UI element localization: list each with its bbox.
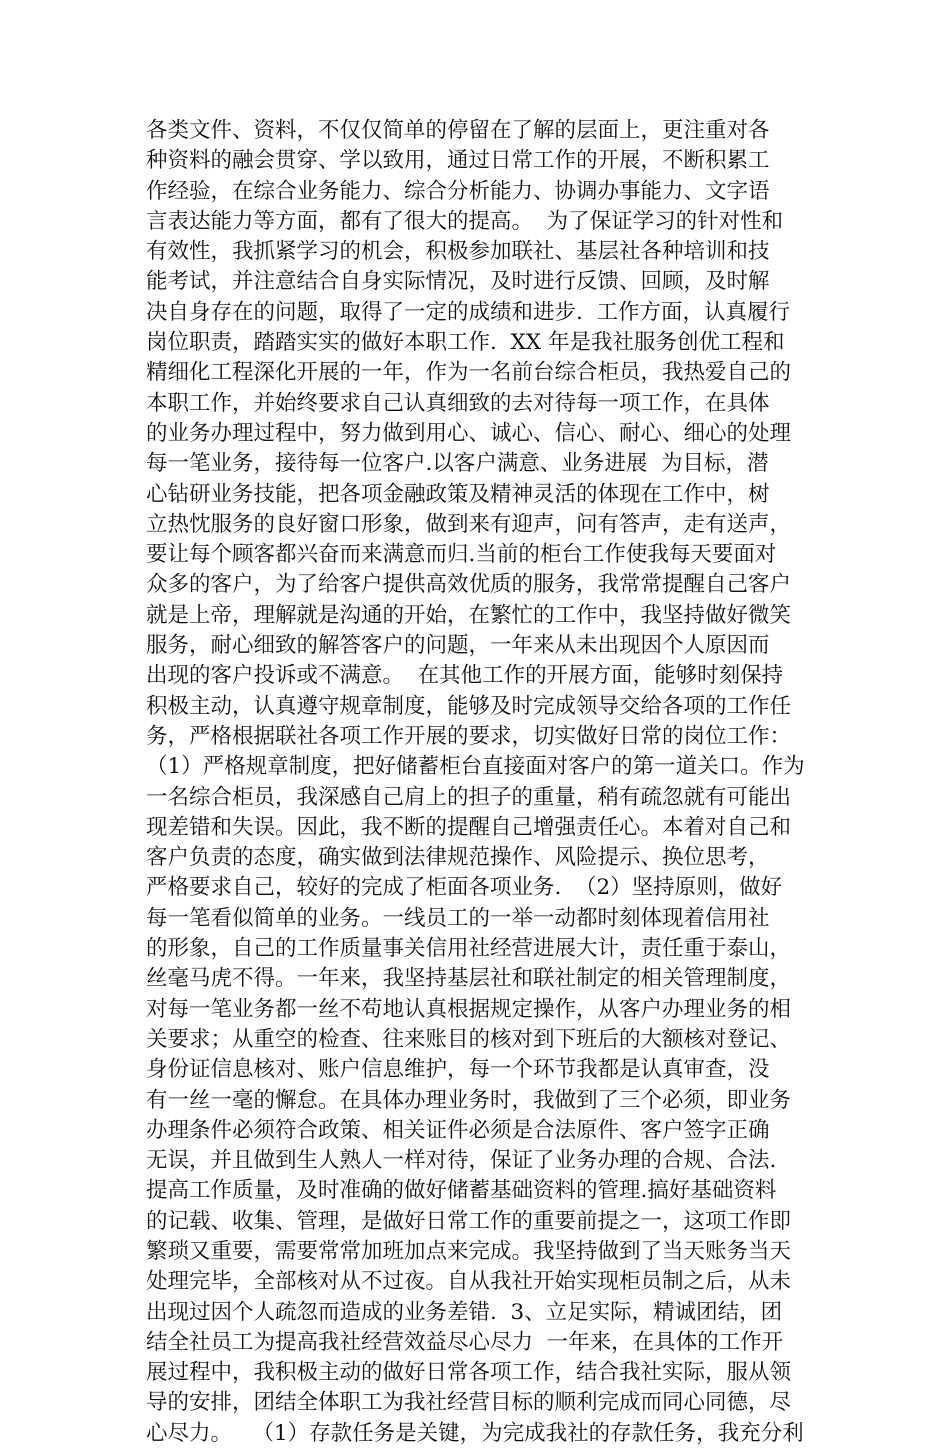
text-line: 出现过因个人疏忽而造成的业务差错. 3、立足实际，精诚团结，团 <box>146 1299 783 1325</box>
text-line: 提高工作质量，及时准确的做好储蓄基础资料的管理.搞好基础资料 <box>146 1178 777 1204</box>
text-line: 身份证信息核对、账户信息维护，每一个环节我都是认真审查，没 <box>146 1057 770 1083</box>
text-line: 言表达能力等方面，都有了很大的提高。 为了保证学习的针对性和 <box>146 208 784 234</box>
text-line: 务，严格根据联社各项工作开展的要求，切实做好日常的岗位工作： <box>146 723 792 749</box>
text-line: 对每一笔业务都一丝不苟地认真根据规定操作，从客户办理业务的相 <box>146 996 792 1022</box>
body-text <box>146 116 816 1449</box>
text-line: 心尽力。 （1）存款任务是关键，为完成我社的存款任务，我充分利 <box>146 1420 804 1446</box>
text-line: 丝毫马虎不得。一年来，我坚持基层社和联社制定的相关管理制度， <box>146 966 792 992</box>
text-line: 每一笔业务，接待每一位客户.以客户满意、业务进展 为目标，潜 <box>146 451 769 477</box>
text-line: 出现的客户投诉或不满意。 在其他工作的开展方面，能够时刻保持 <box>146 663 784 689</box>
text-line: 积极主动，认真遵守规章制度，能够及时完成领导交给各项的工作任 <box>146 693 792 719</box>
text-line: 立热忱服务的良好窗口形象，做到来有迎声，问有答声，走有送声， <box>146 511 792 537</box>
text-line: 心钻研业务技能，把各项金融政策及精神灵活的体现在工作中，树 <box>146 481 770 507</box>
text-line: 严格要求自己，较好的完成了柜面各项业务. （2）坚持原则，做好 <box>146 875 783 901</box>
text-line: （1）严格规章制度，把好储蓄柜台直接面对客户的第一道关口。作为 <box>146 754 805 780</box>
text-line: 能考试，并注意结合自身实际情况，及时进行反馈、回顾，及时解 <box>146 269 770 295</box>
text-line: 一名综合柜员，我深感自己肩上的担子的重量，稍有疏忽就有可能出 <box>146 784 792 810</box>
text-line: 服务，耐心细致的解答客户的问题，一年来从未出现因个人原因而 <box>146 633 770 659</box>
text-line: 有效性，我抓紧学习的机会，积极参加联社、基层社各种培训和技 <box>146 239 770 265</box>
text-line: 展过程中，我积极主动的做好日常各项工作，结合我社实际，服从领 <box>146 1360 792 1386</box>
text-line: 繁琐又重要，需要常常加班加点来完成。我坚持做到了当天账务当天 <box>146 1238 792 1264</box>
text-line: 现差错和失误。因此，我不断的提醒自己增强责任心。本着对自己和 <box>146 814 792 840</box>
text-line: 导的安排，团结全体职工为我社经营目标的顺利完成而同心同德，尽 <box>146 1390 792 1416</box>
text-line: 有一丝一毫的懈怠。在具体办理业务时，我做到了三个必须，即业务 <box>146 1087 792 1113</box>
text-line: 每一笔看似简单的业务。一线员工的一举一动都时刻体现着信用社 <box>146 905 770 931</box>
text-line: 的业务办理过程中，努力做到用心、诚心、信心、耐心、细心的处理 <box>146 420 792 446</box>
text-line: 本职工作，并始终要求自己认真细致的去对待每一项工作，在具体 <box>146 390 770 416</box>
text-line: 各类文件、资料，不仅仅简单的停留在了解的层面上，更注重对各 <box>146 118 770 143</box>
text-line: 办理条件必须符合政策、相关证件必须是合法原件、客户签字正确 <box>146 1117 770 1143</box>
text-line: 无误，并且做到生人熟人一样对待，保证了业务办理的合规、合法. <box>146 1148 777 1174</box>
text-line: 岗位职责，踏踏实实的做好本职工作. XX 年是我社服务创优工程和 <box>146 330 785 356</box>
text-line: 种资料的融会贯穿、学以致用，通过日常工作的开展，不断积累工 <box>146 148 770 174</box>
text-line: 精细化工程深化开展的一年，作为一名前台综合柜员，我热爱自己的 <box>146 360 792 386</box>
text-line: 的形象，自己的工作质量事关信用社经营进展大计，责任重于泰山， <box>146 936 792 962</box>
text-line: 的记载、收集、管理，是做好日常工作的重要前提之一，这项工作即 <box>146 1208 792 1234</box>
text-line: 处理完毕，全部核对从不过夜。自从我社开始实现柜员制之后，从未 <box>146 1269 792 1295</box>
text-line: 关要求；从重空的检查、往来账目的核对到下班后的大额核对登记、 <box>146 1026 792 1052</box>
text-line: 作经验，在综合业务能力、综合分析能力、协调办事能力、文字语 <box>146 178 770 204</box>
text-line: 决自身存在的问题，取得了一定的成绩和进步. 工作方面，认真履行 <box>146 299 791 325</box>
text-line: 就是上帝，理解就是沟通的开始，在繁忙的工作中，我坚持做好微笑 <box>146 602 792 628</box>
text-line: 结全社员工为提高我社经营效益尽心尽力 一年来，在具体的工作开 <box>146 1329 784 1355</box>
text-line: 要让每个顾客都兴奋而来满意而归.当前的柜台工作使我每天要面对 <box>146 542 777 568</box>
text-line: 众多的客户，为了给客户提供高效优质的服务，我常常提醒自己客户 <box>146 572 792 598</box>
text-line: 客户负责的态度，确实做到法律规范操作、风险提示、换位思考， <box>146 845 770 871</box>
